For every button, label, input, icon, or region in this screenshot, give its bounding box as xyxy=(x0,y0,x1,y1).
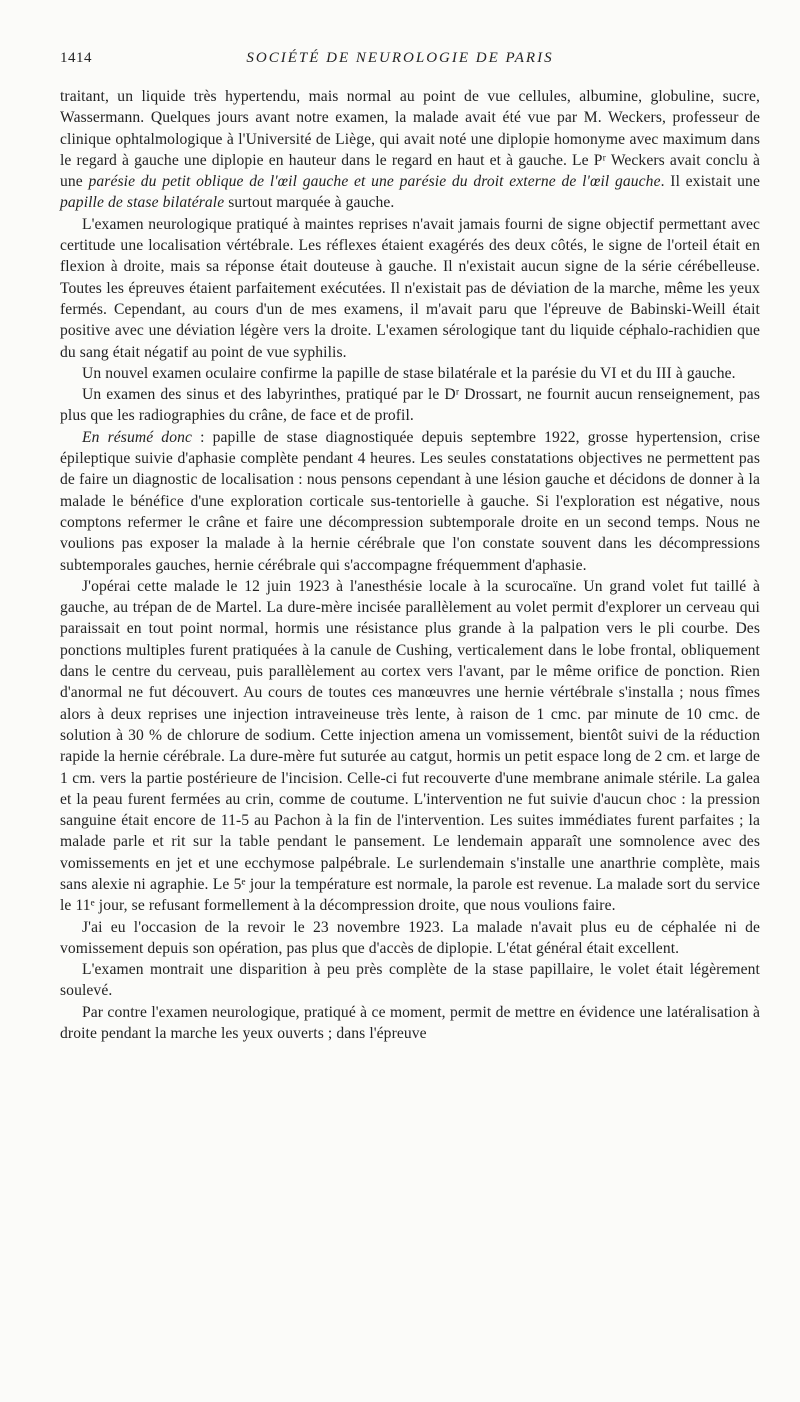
paragraph xyxy=(60,427,760,576)
text-run: L'examen montrait une disparition à peu près complète de la stase papillaire, le volet était légèrement soulevé. xyxy=(60,961,760,1000)
paragraph xyxy=(60,959,760,1002)
paragraph xyxy=(60,384,760,427)
running-head: SOCIÉTÉ DE NEUROLOGIE DE PARIS xyxy=(246,50,554,66)
text-run: Par contre l'examen neurologique, pratiqué à ce moment, permit de mettre en évidence une latéralisation à droite pendant la marche les yeux ouverts ; dans l'épreuve xyxy=(60,1003,760,1043)
italic-text: En résumé donc xyxy=(82,428,193,446)
text-run: . Il existait une xyxy=(660,173,760,191)
paragraph xyxy=(60,363,760,384)
italic-text: parésie du petit oblique de l'œil gauche et une parésie du droit externe de l'œil gauche xyxy=(88,173,661,191)
paragraph xyxy=(60,214,760,363)
page-number: 1414 xyxy=(60,50,92,66)
text-run: Un examen des sinus et des labyrinthes, pratiqué par le Dʳ Drossart, ne fournit aucun renseignement, pas plus que les radiographies du crâne, de face et de profil. xyxy=(60,386,760,425)
page-header xyxy=(60,50,740,74)
text-run: Un nouvel examen oculaire confirme la papille de stase bilatérale et la parésie du VI et du III à gauche. xyxy=(82,364,736,382)
paragraph xyxy=(60,917,760,960)
text-run: J'opérai cette malade le 12 juin 1923 à l'anesthésie locale à la scurocaïne. Un grand volet fut taillé à gauche, au trépan de de Martel. La dure-mère incisée parallèlement au volet permit d'explorer un cerveau qui paraissait en tout point normal, hormis une résistance plus grande à la palpation vers le pli courbe. Des ponctions multiples furent pratiquées à la canule de Cushing, verticalement dans le lobe frontal, obliquement dans le centre du cerveau, puis parallèlement au cortex vers l'avant, par le même orifice de ponction. Rien d'anormal ne fut découvert. Au cours de toutes ces manœuvres une hernie vértébrale s'installa ; nous fîmes alors à deux reprises une injection intraveineuse très lente, à raison de 1 cmc. par minute de 10 cmc. de solution à 30 % de chlorure de sodium. Cette injection amena un vomissement, bientôt suivi de la réduction rapide la hernie cérébrale. La dure-mère fut suturée au catgut, hormis un petit espace long de 2 cm. et large de 1 cm. vers la partie postérieure de l'incision. Celle-ci fut recouverte d'une membrane animale stérile. La galea et la peau furent fermées au crin, comme de coutume. L'intervention ne fut suivie d'aucun choc : la pression sanguine était encore de 11-5 au Pachon à la fin de l'intervention. Les suites immédiates furent parfaites ; la malade parle et rit sur la table pendant le pansement. Le lendemain apparaît une somnolence avec des vomissements en jet et une ecchymose palpébrale. Le surlendemain s'installe une anarthrie complète, mais sans alexie ni agraphie. Le 5ᵉ jour la température est normale, la parole est revenue. La malade sort du service le 11ᵉ jour, se refusant formellement à la décompression droite, que nous voulions faire. xyxy=(60,577,760,915)
text-run: traitant, un liquide très hypertendu, mais normal au point de vue cellules, albumine, globuline, sucre, Wassermann. Quelques jours avant notre examen, la malade avait été vue par M. Weckers, professeur de clinique ophtalmologique à l'Université de Liège, qui avait noté une diplopie homonyme avec maximum dans le regard à gauche une diplopie en hauteur dans le regard en haut et à gauche. Le Pʳ Weckers avait conclu à une xyxy=(60,88,760,191)
text-run: surtout marquée à gauche. xyxy=(224,194,395,212)
paragraph xyxy=(60,86,760,214)
text-run: L'examen neurologique pratiqué à maintes reprises n'avait jamais fourni de signe objectif permettant avec certitude une localisation vértébrale. Les réflexes étaient exagérés des deux côtés, le signe de l'orteil était en flexion à droite, mais sa réponse était douteuse à gauche. Il n'existait aucun signe de la série cérébelleuse. Toutes les épreuves étaient parfaitement exécutées. Il n'existait pas de déviation de la marche, même les yeux fermés. Cependant, au cours d'un de mes examens, il m'avait paru que l'épreuve de Babinski-Weill était positive avec une déviation légère vers la droite. L'examen sérologique tant du liquide céphalo-rachidien que du sang était négatif au point de vue syphilis. xyxy=(60,215,760,361)
paragraph xyxy=(60,576,760,917)
italic-text: papille de stase bilatérale xyxy=(60,194,225,212)
body-text xyxy=(60,86,760,1044)
paragraph xyxy=(60,1002,760,1045)
text-run: : papille de stase diagnostiquée depuis septembre 1922, grosse hypertension, crise épileptique suivie d'aphasie complète pendant 4 heures. Les seules constatations objectives ne permettent pas de faire un diagnostic de localisation : nous pensons cependant à une lésion gauche et décidons de donner à la malade le bénéfice d'une exploration corticale sus-tentorielle à gauche. Si l'exploration est négative, nous comptons refermer le crâne et faire une décompression subtemporale droite en un second temps. Nous ne voulions pas exposer la malade à la hernie cérébrale que l'on constate souvent dans les décompressions subtemporales gauches, hernie cérébrale qui s'accompagne fréquemment d'aphasie. xyxy=(60,428,760,574)
text-run: J'ai eu l'occasion de la revoir le 23 novembre 1923. La malade n'avait plus eu de céphalée ni de vomissement depuis son opération, pas plus que d'accès de diplopie. L'état général était excellent. xyxy=(60,918,760,957)
